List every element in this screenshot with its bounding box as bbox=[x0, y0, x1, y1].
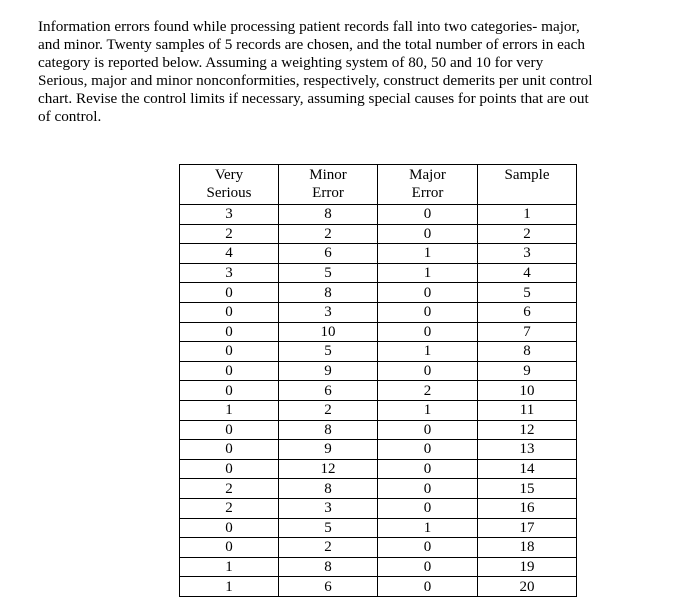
sample-cell: 9 bbox=[478, 361, 577, 381]
very-serious-cell: 0 bbox=[180, 518, 279, 538]
minor-error-cell: 12 bbox=[279, 459, 378, 479]
table-row bbox=[180, 263, 577, 283]
sample-cell: 18 bbox=[478, 538, 577, 558]
sample-cell: 7 bbox=[478, 322, 577, 342]
major-error-cell: 0 bbox=[378, 205, 478, 225]
minor-error-cell: 6 bbox=[279, 577, 378, 597]
problem-line: Serious, major and minor nonconformities, respectively, construct demerits per unit control bbox=[38, 72, 593, 89]
very-serious-cell: 0 bbox=[180, 283, 279, 303]
table-row bbox=[180, 205, 577, 225]
header-major-error-line1: Major bbox=[409, 167, 446, 183]
minor-error-cell: 8 bbox=[279, 557, 378, 577]
very-serious-cell: 1 bbox=[180, 400, 279, 420]
table-header-row bbox=[180, 165, 577, 205]
very-serious-cell: 0 bbox=[180, 459, 279, 479]
major-error-cell: 0 bbox=[378, 224, 478, 244]
major-error-cell: 0 bbox=[378, 538, 478, 558]
problem-line: of control. bbox=[38, 108, 102, 125]
sample-cell: 15 bbox=[478, 479, 577, 499]
problem-line: chart. Revise the control limits if necessary, assuming special causes for points that are out bbox=[38, 90, 589, 107]
minor-error-cell: 6 bbox=[279, 381, 378, 401]
major-error-cell: 1 bbox=[378, 244, 478, 264]
header-very-serious-line2: Serious bbox=[206, 185, 252, 201]
very-serious-cell: 0 bbox=[180, 420, 279, 440]
table-row bbox=[180, 518, 577, 538]
major-error-cell: 0 bbox=[378, 361, 478, 381]
major-error-cell: 0 bbox=[378, 420, 478, 440]
sample-cell: 16 bbox=[478, 498, 577, 518]
table-row bbox=[180, 381, 577, 401]
sample-cell: 13 bbox=[478, 440, 577, 460]
minor-error-cell: 5 bbox=[279, 342, 378, 362]
header-very-serious-line1: Very bbox=[214, 167, 244, 183]
major-error-cell: 1 bbox=[378, 263, 478, 283]
minor-error-cell: 3 bbox=[279, 302, 378, 322]
very-serious-cell: 1 bbox=[180, 577, 279, 597]
very-serious-cell: 4 bbox=[180, 244, 279, 264]
very-serious-cell: 0 bbox=[180, 342, 279, 362]
table-row bbox=[180, 322, 577, 342]
very-serious-cell: 0 bbox=[180, 440, 279, 460]
table-row bbox=[180, 283, 577, 303]
sample-cell: 14 bbox=[478, 459, 577, 479]
very-serious-cell: 0 bbox=[180, 302, 279, 322]
problem-line: and minor. Twenty samples of 5 records are chosen, and the total number of errors in each bbox=[38, 36, 585, 53]
major-error-cell: 1 bbox=[378, 400, 478, 420]
major-error-cell: 0 bbox=[378, 479, 478, 499]
major-error-cell: 0 bbox=[378, 498, 478, 518]
sample-cell: 19 bbox=[478, 557, 577, 577]
minor-error-cell: 8 bbox=[279, 205, 378, 225]
very-serious-cell: 3 bbox=[180, 205, 279, 225]
minor-error-cell: 2 bbox=[279, 400, 378, 420]
minor-error-cell: 5 bbox=[279, 518, 378, 538]
minor-error-cell: 3 bbox=[279, 498, 378, 518]
table-body bbox=[180, 205, 577, 597]
table-row bbox=[180, 420, 577, 440]
table-row bbox=[180, 557, 577, 577]
sample-cell: 12 bbox=[478, 420, 577, 440]
header-major-error bbox=[378, 165, 478, 205]
table-row bbox=[180, 498, 577, 518]
minor-error-cell: 5 bbox=[279, 263, 378, 283]
sample-cell: 1 bbox=[478, 205, 577, 225]
major-error-cell: 0 bbox=[378, 283, 478, 303]
major-error-cell: 0 bbox=[378, 577, 478, 597]
table-row bbox=[180, 361, 577, 381]
major-error-cell: 0 bbox=[378, 459, 478, 479]
sample-cell: 10 bbox=[478, 381, 577, 401]
sample-cell: 2 bbox=[478, 224, 577, 244]
header-sample bbox=[478, 165, 577, 205]
minor-error-cell: 2 bbox=[279, 224, 378, 244]
minor-error-cell: 6 bbox=[279, 244, 378, 264]
very-serious-cell: 2 bbox=[180, 224, 279, 244]
table-row bbox=[180, 577, 577, 597]
sample-cell: 8 bbox=[478, 342, 577, 362]
major-error-cell: 1 bbox=[378, 342, 478, 362]
very-serious-cell: 3 bbox=[180, 263, 279, 283]
major-error-cell: 0 bbox=[378, 302, 478, 322]
minor-error-cell: 2 bbox=[279, 538, 378, 558]
sample-cell: 5 bbox=[478, 283, 577, 303]
table-row bbox=[180, 538, 577, 558]
major-error-cell: 0 bbox=[378, 440, 478, 460]
very-serious-cell: 0 bbox=[180, 538, 279, 558]
minor-error-cell: 8 bbox=[279, 283, 378, 303]
sample-cell: 3 bbox=[478, 244, 577, 264]
sample-cell: 4 bbox=[478, 263, 577, 283]
problem-statement bbox=[38, 18, 628, 126]
table-row bbox=[180, 302, 577, 322]
minor-error-cell: 8 bbox=[279, 420, 378, 440]
problem-line: category is reported below. Assuming a weighting system of 80, 50 and 10 for very bbox=[38, 54, 544, 71]
table-row bbox=[180, 479, 577, 499]
header-very-serious bbox=[180, 165, 279, 205]
major-error-cell: 0 bbox=[378, 557, 478, 577]
error-data-table bbox=[179, 164, 577, 597]
problem-line: Information errors found while processing patient records fall into two categories- major, bbox=[38, 18, 580, 35]
table-row bbox=[180, 244, 577, 264]
major-error-cell: 0 bbox=[378, 322, 478, 342]
table-row bbox=[180, 224, 577, 244]
header-sample-line1: Sample bbox=[504, 167, 550, 183]
minor-error-cell: 9 bbox=[279, 440, 378, 460]
very-serious-cell: 0 bbox=[180, 361, 279, 381]
header-major-error-line2: Error bbox=[411, 185, 444, 201]
very-serious-cell: 1 bbox=[180, 557, 279, 577]
sample-cell: 20 bbox=[478, 577, 577, 597]
very-serious-cell: 0 bbox=[180, 381, 279, 401]
major-error-cell: 2 bbox=[378, 381, 478, 401]
table-row bbox=[180, 342, 577, 362]
minor-error-cell: 10 bbox=[279, 322, 378, 342]
sample-cell: 11 bbox=[478, 400, 577, 420]
major-error-cell: 1 bbox=[378, 518, 478, 538]
minor-error-cell: 8 bbox=[279, 479, 378, 499]
sample-cell: 6 bbox=[478, 302, 577, 322]
table-row bbox=[180, 440, 577, 460]
header-minor-error bbox=[279, 165, 378, 205]
sample-cell: 17 bbox=[478, 518, 577, 538]
header-minor-error-line1: Minor bbox=[309, 167, 347, 183]
very-serious-cell: 2 bbox=[180, 479, 279, 499]
very-serious-cell: 0 bbox=[180, 322, 279, 342]
header-minor-error-line2: Error bbox=[312, 185, 344, 201]
minor-error-cell: 9 bbox=[279, 361, 378, 381]
table-row bbox=[180, 400, 577, 420]
table-row bbox=[180, 459, 577, 479]
very-serious-cell: 2 bbox=[180, 498, 279, 518]
